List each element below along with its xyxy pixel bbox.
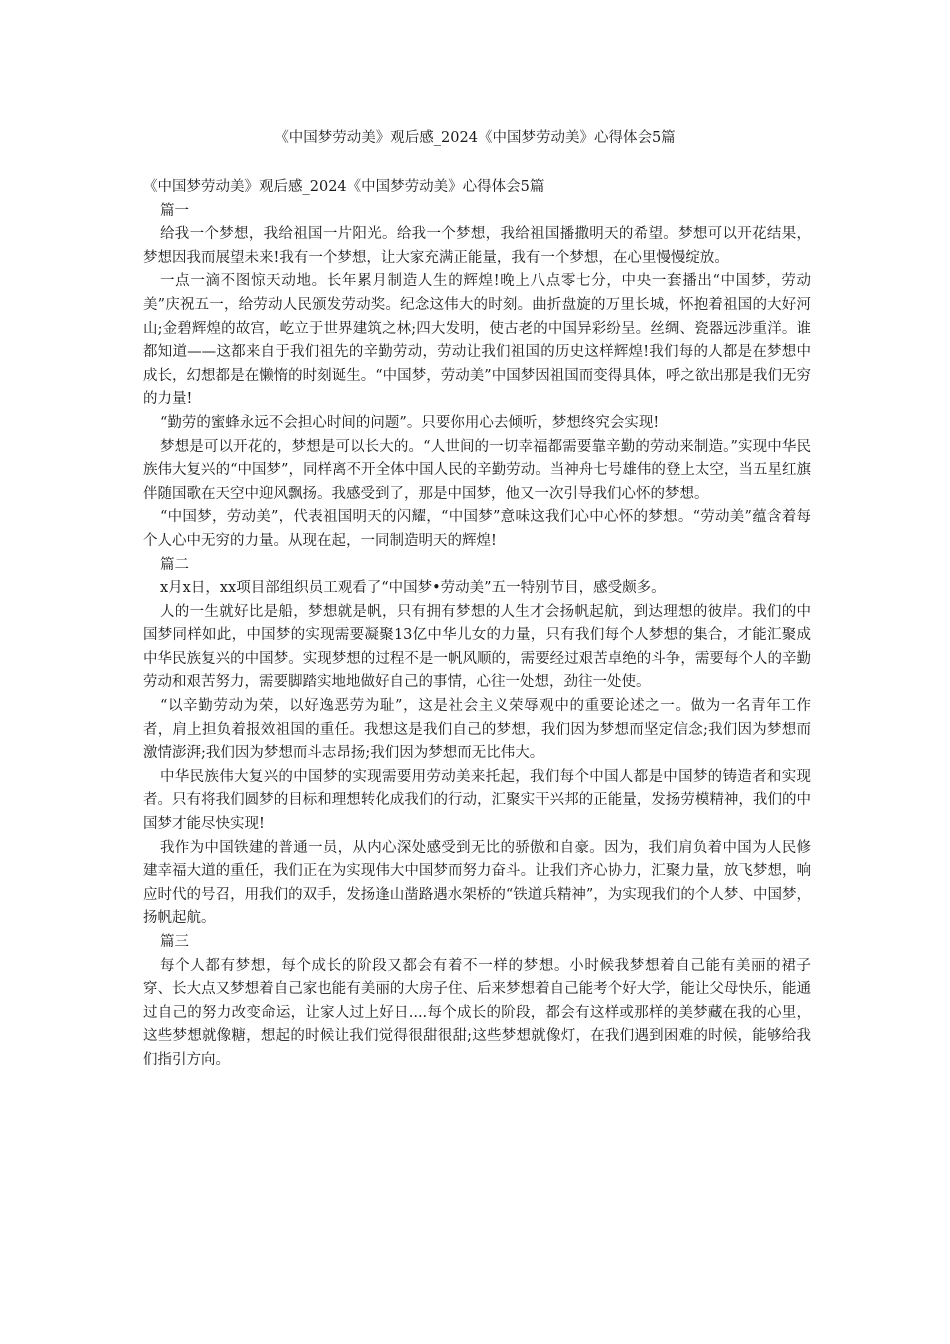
paragraph: 每个人都有梦想，每个成长的阶段又都会有着不一样的梦想。小时候我梦想着自己能有美丽的裙子穿、长大点又梦想着自己家也能有美丽的大房子住、后来梦想着自己能考个好大学，能让父母快乐，能通过自己的努力改变命运，让家人过上好日....每个成长的阶段，都会有这样或那样的美梦藏在我的心里，这些梦想就像糖，想起的时候让我们觉得很甜很甜;这些梦想就像灯，在我们遇到困难的时候，能够给我们指引方向。	[143, 957, 811, 1068]
document-body	[143, 176, 811, 1073]
paragraph: “以辛勤劳动为荣，以好逸恶劳为耻”，这是社会主义荣辱观中的重要论述之一。做为一名青年工作者，肩上担负着报效祖国的重任。我想这是我们自己的梦想，我们因为梦想而坚定信念;我们因为梦想而激情澎湃;我们因为梦想而斗志昂扬;我们因为梦想而无比伟大。	[143, 698, 811, 762]
paragraph: 给我一个梦想，我给祖国一片阳光。给我一个梦想，我给祖国播撒明天的希望。梦想可以开花结果，梦想因我而展望未来!我有一个梦想，让大家充满正能量，我有一个梦想，在心里慢慢绽放。	[143, 226, 811, 266]
paragraph: 人的一生就好比是船，梦想就是帆，只有拥有梦想的人生才会扬帆起航，到达理想的彼岸。我们的中国梦同样如此，中国梦的实现需要凝聚13亿中华儿女的力量，只有我们每个人梦想的集合，才能汇聚成中华民族复兴的中国梦。实现梦想的过程不是一帆风顺的，需要经过艰苦卓绝的斗争，需要每个人的辛勤劳动和艰苦努力，需要脚踏实地地做好自己的事情，心往一处想，劲往一处使。	[143, 603, 811, 691]
paragraph: “勤劳的蜜蜂永远不会担心时间的问题”。只要你用心去倾听，梦想终究会实现!	[160, 414, 660, 431]
paragraph: 我作为中国铁建的普通一员，从内心深处感受到无比的骄傲和自豪。因为，我们肩负着中国为人民修建幸福大道的重任，我们正在为实现伟大中国梦而努力奋斗。让我们齐心协力，汇聚力量，放飞梦想，响应时代的号召，用我们的双手，发扬逢山凿路遇水架桥的“铁道兵精神”，为实现我们的个人梦、中国梦，扬帆起航。	[143, 839, 811, 927]
document-subtitle: 《中国梦劳动美》观后感_2024《中国梦劳动美》心得体会5篇	[143, 179, 545, 195]
paragraph: 中华民族伟大复兴的中国梦的实现需要用劳动美来托起，我们每个中国人都是中国梦的铸造者和实现者。只有将我们圆梦的目标和理想转化成我们的行动，汇聚实干兴邦的正能量，发扬劳模精神，我们的中国梦才能尽快实现!	[143, 768, 811, 833]
paragraph: “中国梦，劳动美”，代表祖国明天的闪耀，“中国梦”意味这我们心中心怀的梦想。“劳动美”蕴含着每个人心中无穷的力量。从现在起，一同制造明天的辉煌!	[143, 509, 811, 549]
paragraph: x月x日，xx项目部组织员工观看了“中国梦•劳动美”五一特别节目，感受颇多。	[160, 580, 666, 597]
paragraph: 梦想是可以开花的，梦想是可以长大的。“人世间的一切幸福都需要靠辛勤的劳动来制造。”实现中华民族伟大复兴的“中国梦”，同样离不开全体中国人民的辛勤劳动。当神舟七号雄伟的登上太空，当五星红旗伴随国歌在天空中迎风飘扬。我感受到了，那是中国梦，他又一次引导我们心怀的梦想。	[143, 438, 811, 502]
section-heading-2: 篇二	[160, 556, 189, 573]
document-title: 《中国梦劳动美》观后感_2024《中国梦劳动美》心得体会5篇	[274, 130, 676, 146]
section-heading-1: 篇一	[160, 202, 189, 219]
section-heading-3: 篇三	[160, 934, 189, 950]
paragraph: 一点一滴不图惊天动地。长年累月制造人生的辉煌!晚上八点零七分，中央一套播出“中国梦，劳动美”庆祝五一，给劳动人民颁发劳动奖。纪念这伟大的时刻。曲折盘旋的万里长城，怀抱着祖国的大好河山;金碧辉煌的故宫，屹立于世界建筑之林;四大发明，使古老的中国异彩纷呈。丝绸、瓷器远涉重洋。谁都知道——这都来自于我们祖先的辛勤劳动，劳动让我们祖国的历史这样辉煌!我们每的人都是在梦想中成长，幻想都是在懒惰的时刻诞生。“中国梦，劳动美”中国梦因祖国而变得具体，呼之欲出那是我们无穷的力量!	[143, 273, 811, 408]
